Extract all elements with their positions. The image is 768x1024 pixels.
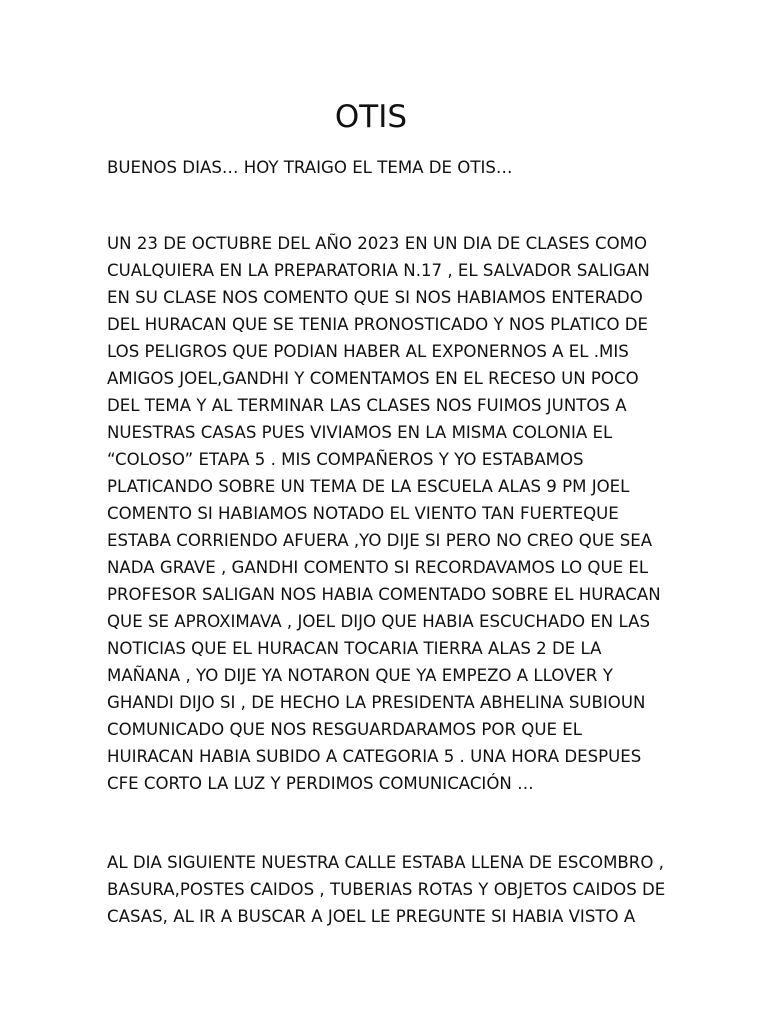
paragraph-line: AL DIA SIGUIENTE NUESTRA CALLE ESTABA LLENA DE ESCOMBRO , [107, 853, 664, 872]
paragraph-line: PLATICANDO SOBRE UN TEMA DE LA ESCUELA ALAS 9 PM JOEL [107, 477, 630, 496]
paragraph-line: EN SU CLASE NOS COMENTO QUE SI NOS HABIAMOS ENTERADO [107, 288, 643, 307]
paragraph-line: COMUNICADO QUE NOS RESGUARDARAMOS POR QUE EL [107, 720, 582, 739]
body-paragraph-one [107, 230, 667, 797]
paragraph-line: COMENTO SI HABIAMOS NOTADO EL VIENTO TAN FUERTEQUE [107, 504, 619, 523]
paragraph-line: “COLOSO” ETAPA 5 . MIS COMPAÑEROS Y YO ESTABAMOS [107, 450, 584, 469]
paragraph-line: CASAS, AL IR A BUSCAR A JOEL LE PREGUNTE SI HABIA VISTO A [107, 907, 636, 926]
paragraph-line: PROFESOR SALIGAN NOS HABIA COMENTADO SOBRE EL HURACAN [107, 585, 661, 604]
paragraph-line: GHANDI DIJO SI , DE HECHO LA PRESIDENTA ABHELINA SUBIOUN [107, 693, 646, 712]
paragraph-line: NUESTRAS CASAS PUES VIVIAMOS EN LA MISMA COLONIA EL [107, 423, 613, 442]
paragraph-line: CUALQUIERA EN LA PREPARATORIA N.17 , EL SALVADOR SALIGAN [107, 261, 650, 280]
document-title: OTIS [334, 99, 408, 135]
paragraph-line: CFE CORTO LA LUZ Y PERDIMOS COMUNICACIÓN … [107, 774, 534, 793]
paragraph-line: QUE SE APROXIMAVA , JOEL DIJO QUE HABIA ESCUCHADO EN LAS [107, 612, 650, 631]
body-paragraph-two [107, 849, 667, 930]
paragraph-line: HUIRACAN HABIA SUBIDO A CATEGORIA 5 . UNA HORA DESPUES [107, 747, 642, 766]
paragraph-line: UN 23 DE OCTUBRE DEL AÑO 2023 EN UN DIA DE CLASES COMO [107, 234, 648, 253]
paragraph-line: AMIGOS JOEL,GANDHI Y COMENTAMOS EN EL RECESO UN POCO [107, 369, 639, 388]
paragraph-line: BASURA,POSTES CAIDOS , TUBERIAS ROTAS Y OBJETOS CAIDOS DE [107, 880, 666, 899]
paragraph-line: ESTABA CORRIENDO AFUERA ,YO DIJE SI PERO NO CREO QUE SEA [107, 531, 653, 550]
intro-paragraph [107, 154, 667, 181]
paragraph-line: LOS PELIGROS QUE PODIAN HABER AL EXPONERNOS A EL .MIS [107, 342, 629, 361]
intro-line: BUENOS DIAS… HOY TRAIGO EL TEMA DE OTIS… [107, 158, 513, 177]
paragraph-line: MAÑANA , YO DIJE YA NOTARON QUE YA EMPEZO A LLOVER Y [107, 666, 613, 685]
paragraph-line: DEL TEMA Y AL TERMINAR LAS CLASES NOS FUIMOS JUNTOS A [107, 396, 627, 415]
paragraph-line: DEL HURACAN QUE SE TENIA PRONOSTICADO Y NOS PLATICO DE [107, 315, 649, 334]
paragraph-line: NADA GRAVE , GANDHI COMENTO SI RECORDAVAMOS LO QUE EL [107, 558, 649, 577]
paragraph-line: NOTICIAS QUE EL HURACAN TOCARIA TIERRA ALAS 2 DE LA [107, 639, 602, 658]
